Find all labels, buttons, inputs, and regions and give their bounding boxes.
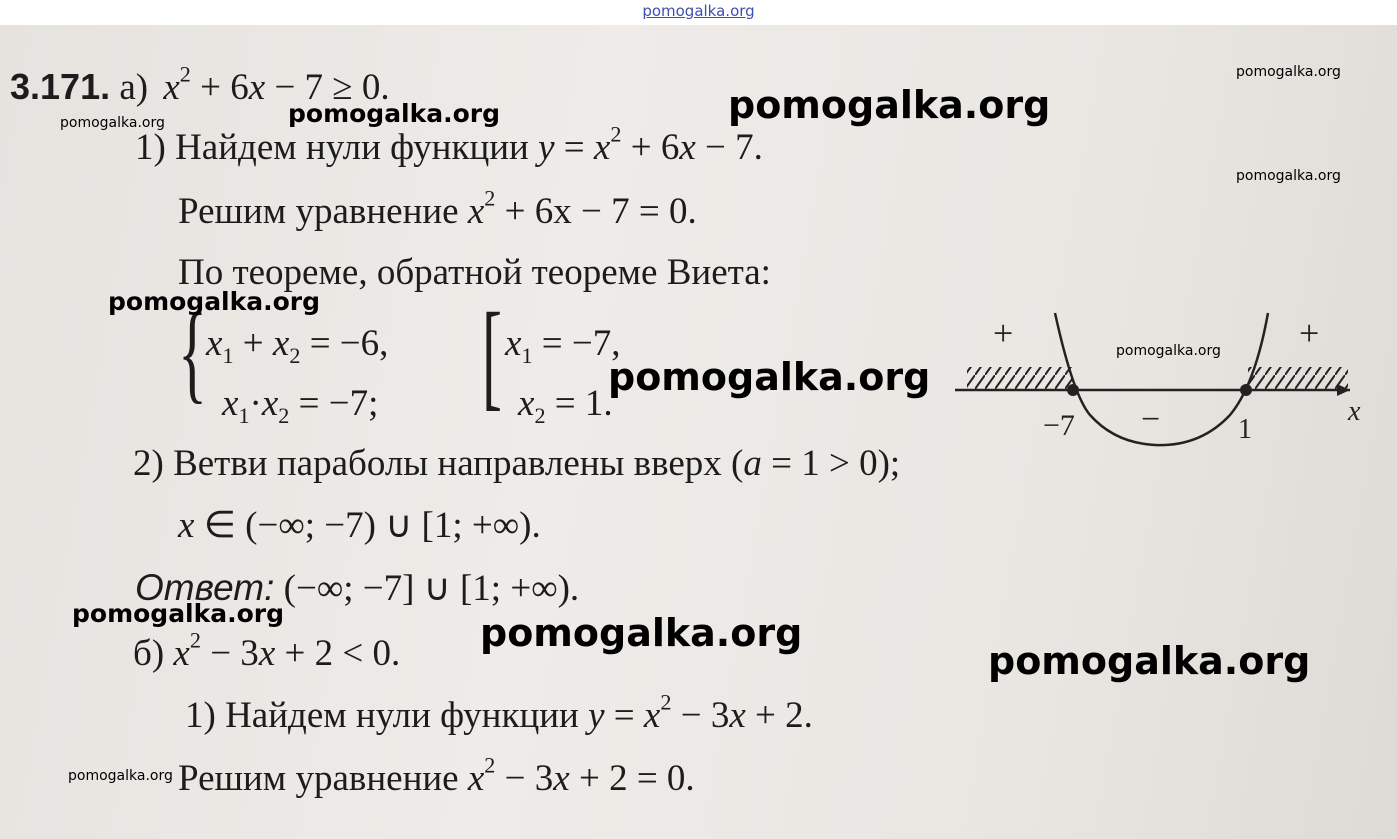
watermark: pomogalka.org bbox=[728, 83, 1051, 127]
answer-value: (−∞; −7] ∪ [1; +∞). bbox=[283, 568, 580, 609]
problem-number: 3.171. bbox=[10, 66, 111, 107]
part-b-heading bbox=[133, 627, 401, 674]
hatch-right bbox=[1248, 367, 1348, 389]
hatch-left bbox=[967, 367, 1072, 389]
root-label-left: −7 bbox=[1043, 409, 1075, 442]
root-point-right bbox=[1240, 384, 1252, 396]
answer-label: Ответ: bbox=[135, 567, 275, 608]
watermark: pomogalka.org bbox=[72, 599, 285, 628]
site-header-link[interactable]: pomogalka.org bbox=[642, 2, 755, 20]
part-a-solution: x ∈ (−∞; −7) ∪ [1; +∞). bbox=[178, 505, 541, 546]
watermark: pomogalka.org bbox=[988, 639, 1311, 683]
root-2: $x_2 = 1$. bbox=[518, 383, 613, 428]
part-b-step1: 1) Найдем нули функции $y = x^2 - 3x + 2$. bbox=[185, 689, 813, 736]
parabola bbox=[1055, 313, 1268, 445]
part-b-step1-solve: Решим уравнение $x^2 - 3x + 2 = 0$. bbox=[178, 752, 695, 799]
system-brace: { bbox=[178, 291, 208, 413]
part-a-vieta: По теореме, обратной теореме Виета: bbox=[178, 252, 771, 293]
system-eq-1: $x_1 + x_2 = -6$, bbox=[206, 323, 389, 368]
sign-diagram bbox=[955, 305, 1365, 465]
watermark: pomogalka.org bbox=[1236, 168, 1341, 184]
watermark: pomogalka.org bbox=[108, 287, 321, 316]
sign-minus: − bbox=[1141, 401, 1161, 438]
part-a-label: а) bbox=[119, 67, 149, 108]
part-b-label: б) bbox=[133, 633, 165, 674]
system-eq-2: $x_1\cdot x_2 = -7$; bbox=[222, 383, 379, 428]
watermark: pomogalka.org bbox=[288, 99, 501, 128]
watermark: pomogalka.org bbox=[608, 355, 931, 399]
part-a-step1-solve: Решим уравнение $x^2 + 6x - 7 = 0$. bbox=[178, 185, 697, 232]
watermark: pomogalka.org bbox=[60, 115, 165, 131]
sign-plus-left: + bbox=[993, 313, 1014, 353]
part-a-inequality: $x^2 + 6x - 7 \ge 0$. bbox=[163, 61, 390, 108]
roots-bracket: [ bbox=[482, 288, 502, 421]
root-label-right: 1 bbox=[1238, 414, 1252, 445]
textbook-page bbox=[0, 25, 1397, 839]
part-a-step1: 1) Найдем нули функции $y = x^2 + 6x - 7$. bbox=[135, 121, 763, 168]
root-point-left bbox=[1067, 384, 1079, 396]
part-b-inequality: $x^2 - 3x + 2 < 0$. bbox=[173, 627, 401, 674]
sign-plus-right: + bbox=[1299, 313, 1320, 353]
part-a-step2: 2) Ветви параболы направлены вверх (a = 1 > 0); bbox=[133, 443, 901, 484]
axis-label: x bbox=[1348, 396, 1361, 427]
watermark: pomogalka.org bbox=[1116, 343, 1221, 359]
root-1: $x_1 = -7$, bbox=[505, 323, 621, 368]
watermark: pomogalka.org bbox=[68, 768, 173, 784]
watermark: pomogalka.org bbox=[480, 611, 803, 655]
watermark: pomogalka.org bbox=[1236, 64, 1341, 80]
